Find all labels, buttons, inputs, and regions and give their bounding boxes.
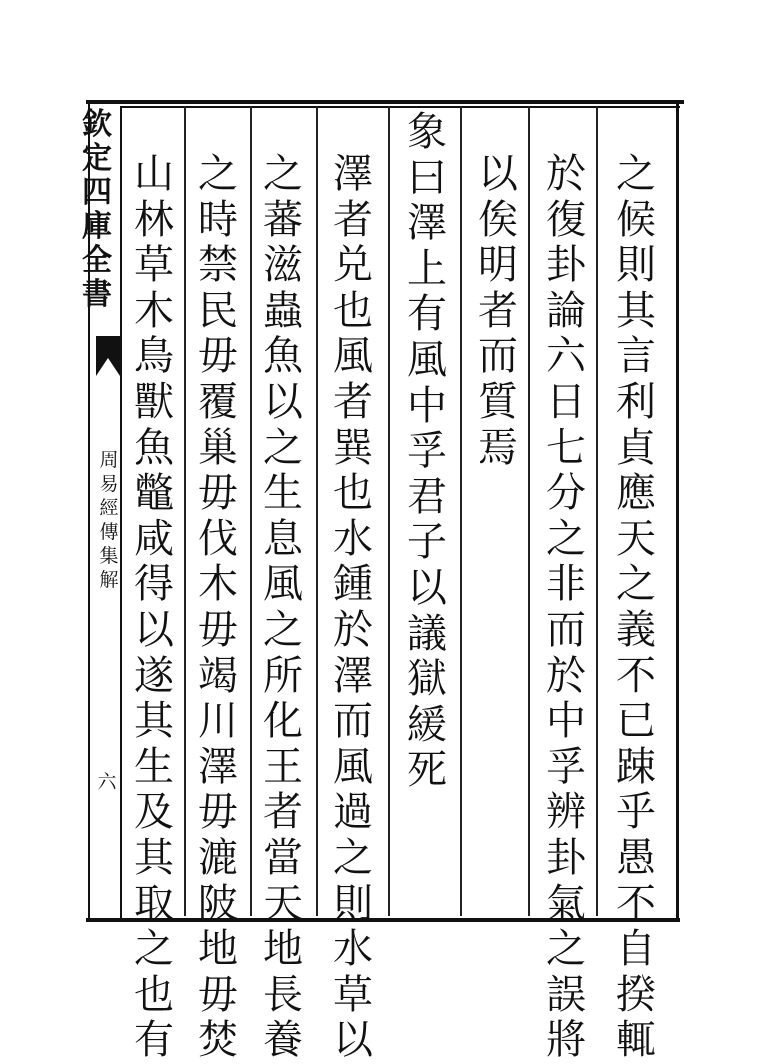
- glyph: 將: [546, 1017, 586, 1064]
- glyph: 風: [263, 561, 303, 608]
- glyph: 所: [263, 652, 303, 699]
- glyph: 經: [99, 497, 119, 519]
- glyph: 草: [333, 971, 373, 1018]
- glyph: 養: [263, 1017, 303, 1064]
- glyph: 子: [407, 519, 447, 566]
- glyph: 焉: [478, 424, 518, 471]
- glyph: 毋: [198, 789, 238, 836]
- glyph: 而: [478, 333, 518, 380]
- glyph: 也: [333, 287, 373, 334]
- glyph: 鼈: [134, 470, 174, 517]
- glyph: 者: [333, 196, 373, 243]
- glyph: 天: [616, 515, 656, 562]
- text-column-7: [194, 152, 242, 1064]
- text-column-5: [329, 152, 377, 1064]
- glyph: 四: [82, 175, 112, 210]
- text-column-3: [474, 152, 522, 471]
- glyph: 風: [407, 336, 447, 383]
- glyph: 當: [263, 834, 303, 881]
- glyph: 滋: [263, 242, 303, 289]
- glyph: 非: [546, 561, 586, 608]
- glyph: 於: [546, 652, 586, 699]
- glyph: 化: [263, 698, 303, 745]
- text-column-4: [403, 110, 451, 794]
- glyph: 巢: [198, 424, 238, 471]
- glyph: 以: [333, 1017, 373, 1064]
- glyph: 風: [333, 743, 373, 790]
- glyph: 地: [263, 926, 303, 973]
- glyph: 日: [546, 378, 586, 425]
- glyph: 於: [333, 606, 373, 653]
- glyph: 義: [616, 606, 656, 653]
- glyph: 傳: [99, 521, 119, 543]
- glyph: 其: [616, 287, 656, 334]
- glyph: 緩: [407, 701, 447, 748]
- glyph: 鍾: [333, 561, 373, 608]
- glyph: 漉: [198, 834, 238, 881]
- glyph: 遂: [134, 652, 174, 699]
- glyph: 誤: [546, 971, 586, 1018]
- glyph: 毋: [198, 971, 238, 1018]
- glyph: 得: [134, 561, 174, 608]
- glyph: 咸: [134, 515, 174, 562]
- glyph: 而: [546, 606, 586, 653]
- glyph: 以: [134, 606, 174, 653]
- glyph: 民: [198, 287, 238, 334]
- margin-subtitle: [98, 448, 120, 592]
- glyph: 候: [616, 196, 656, 243]
- glyph: 有: [407, 291, 447, 338]
- glyph: 之: [616, 561, 656, 608]
- glyph: 貞: [616, 424, 656, 471]
- glyph: 之: [263, 606, 303, 653]
- glyph: 孚: [407, 428, 447, 475]
- glyph: 者: [478, 287, 518, 334]
- glyph: 質: [478, 378, 518, 425]
- glyph: 長: [263, 971, 303, 1018]
- glyph: 毋: [198, 606, 238, 653]
- glyph: 易: [99, 473, 119, 495]
- glyph: 取: [134, 880, 174, 927]
- glyph: 之: [546, 515, 586, 562]
- glyph: 復: [546, 196, 586, 243]
- glyph: 陂: [198, 880, 238, 927]
- fish-tail-mark: [96, 336, 120, 376]
- glyph: 乎: [616, 789, 656, 836]
- glyph: 孚: [546, 743, 586, 790]
- glyph: 曰: [407, 154, 447, 201]
- glyph: 澤: [333, 151, 373, 197]
- glyph: 之: [198, 151, 238, 197]
- glyph: 之: [263, 151, 303, 197]
- glyph: 者: [333, 378, 373, 425]
- glyph: 之: [546, 926, 586, 973]
- glyph: 自: [616, 926, 656, 973]
- glyph: 集: [99, 545, 119, 567]
- glyph: 巽: [333, 424, 373, 471]
- glyph: 則: [333, 880, 373, 927]
- glyph: 生: [263, 470, 303, 517]
- glyph: 揆: [616, 971, 656, 1018]
- glyph: 不: [616, 880, 656, 927]
- glyph: 定: [82, 141, 112, 176]
- glyph: 上: [407, 245, 447, 292]
- column-rule: [460, 106, 462, 916]
- glyph: 風: [333, 333, 373, 380]
- glyph: 分: [546, 470, 586, 517]
- glyph: 草: [134, 242, 174, 289]
- glyph: 時: [198, 196, 238, 243]
- glyph: 以: [263, 378, 303, 425]
- glyph: 過: [333, 789, 373, 836]
- glyph: 王: [263, 743, 303, 790]
- glyph: 木: [134, 287, 174, 334]
- glyph: 焚: [198, 1017, 238, 1064]
- text-column-6: [259, 152, 307, 1064]
- glyph: 澤: [407, 200, 447, 247]
- glyph: 川: [198, 698, 238, 745]
- column-rule: [184, 106, 186, 916]
- frame-top-rule: [86, 100, 684, 104]
- glyph: 中: [546, 698, 586, 745]
- column-rule: [388, 106, 390, 916]
- glyph: 周: [99, 449, 119, 471]
- glyph: 天: [263, 880, 303, 927]
- glyph: 辨: [546, 789, 586, 836]
- margin-title: [80, 108, 114, 312]
- glyph: 七: [546, 424, 586, 471]
- frame-right-rule: [676, 100, 679, 922]
- glyph: 也: [333, 470, 373, 517]
- margin-divider-rule: [120, 106, 122, 918]
- glyph: 輒: [616, 1017, 656, 1064]
- glyph: 也: [134, 971, 174, 1018]
- glyph: 而: [333, 698, 373, 745]
- text-column-1: [612, 152, 660, 1064]
- glyph: 卦: [546, 242, 586, 289]
- glyph: 林: [134, 196, 174, 243]
- column-rule: [316, 106, 318, 916]
- glyph: 庫: [82, 209, 112, 244]
- column-rule: [596, 106, 598, 916]
- glyph: 俟: [478, 196, 518, 243]
- glyph: 欽: [82, 107, 112, 142]
- glyph: 利: [616, 378, 656, 425]
- glyph: 鳥: [134, 333, 174, 380]
- glyph: 明: [478, 242, 518, 289]
- glyph: 毋: [198, 333, 238, 380]
- glyph: 魚: [134, 424, 174, 471]
- glyph: 有: [134, 1017, 174, 1064]
- glyph: 言: [616, 333, 656, 380]
- glyph: 地: [198, 926, 238, 973]
- glyph: 君: [407, 473, 447, 520]
- glyph: 蟲: [263, 287, 303, 334]
- glyph: 死: [407, 747, 447, 794]
- glyph: 氣: [546, 880, 586, 927]
- text-column-2: [542, 152, 590, 1064]
- glyph: 其: [134, 698, 174, 745]
- glyph: 及: [134, 789, 174, 836]
- glyph: 全: [82, 243, 112, 278]
- column-rule: [250, 106, 252, 916]
- column-rule: [528, 106, 530, 916]
- glyph: 之: [134, 926, 174, 973]
- glyph: 禁: [198, 242, 238, 289]
- glyph: 議: [407, 610, 447, 657]
- glyph: 於: [546, 151, 586, 197]
- glyph: 獸: [134, 378, 174, 425]
- glyph: 獄: [407, 656, 447, 703]
- glyph: 毋: [198, 470, 238, 517]
- glyph: 蕃: [263, 196, 303, 243]
- glyph: 山: [134, 151, 174, 197]
- glyph: 澤: [333, 652, 373, 699]
- glyph: 之: [616, 151, 656, 197]
- glyph: 應: [616, 470, 656, 517]
- glyph: 水: [333, 926, 373, 973]
- glyph: 生: [134, 743, 174, 790]
- glyph: 書: [82, 277, 112, 312]
- glyph: 以: [407, 564, 447, 611]
- page-number: 六: [97, 771, 117, 793]
- glyph: 息: [263, 515, 303, 562]
- glyph: 者: [263, 789, 303, 836]
- glyph: 六: [546, 333, 586, 380]
- glyph: 木: [198, 561, 238, 608]
- glyph: 則: [616, 242, 656, 289]
- glyph: 竭: [198, 652, 238, 699]
- glyph: 之: [333, 834, 373, 881]
- glyph: 中: [407, 382, 447, 429]
- glyph: 以: [478, 151, 518, 197]
- glyph: 卦: [546, 834, 586, 881]
- glyph: 踈: [616, 743, 656, 790]
- glyph: 水: [333, 515, 373, 562]
- glyph: 其: [134, 834, 174, 881]
- glyph: 已: [616, 698, 656, 745]
- glyph: 解: [99, 569, 119, 591]
- glyph: 伐: [198, 515, 238, 562]
- glyph: 之: [263, 424, 303, 471]
- glyph: 魚: [263, 333, 303, 380]
- text-column-8: [130, 152, 178, 1064]
- glyph: 象: [407, 109, 447, 155]
- glyph: 不: [616, 652, 656, 699]
- glyph: 覆: [198, 378, 238, 425]
- glyph: 澤: [198, 743, 238, 790]
- glyph: 愚: [616, 834, 656, 881]
- glyph: 兑: [333, 242, 373, 289]
- glyph: 論: [546, 287, 586, 334]
